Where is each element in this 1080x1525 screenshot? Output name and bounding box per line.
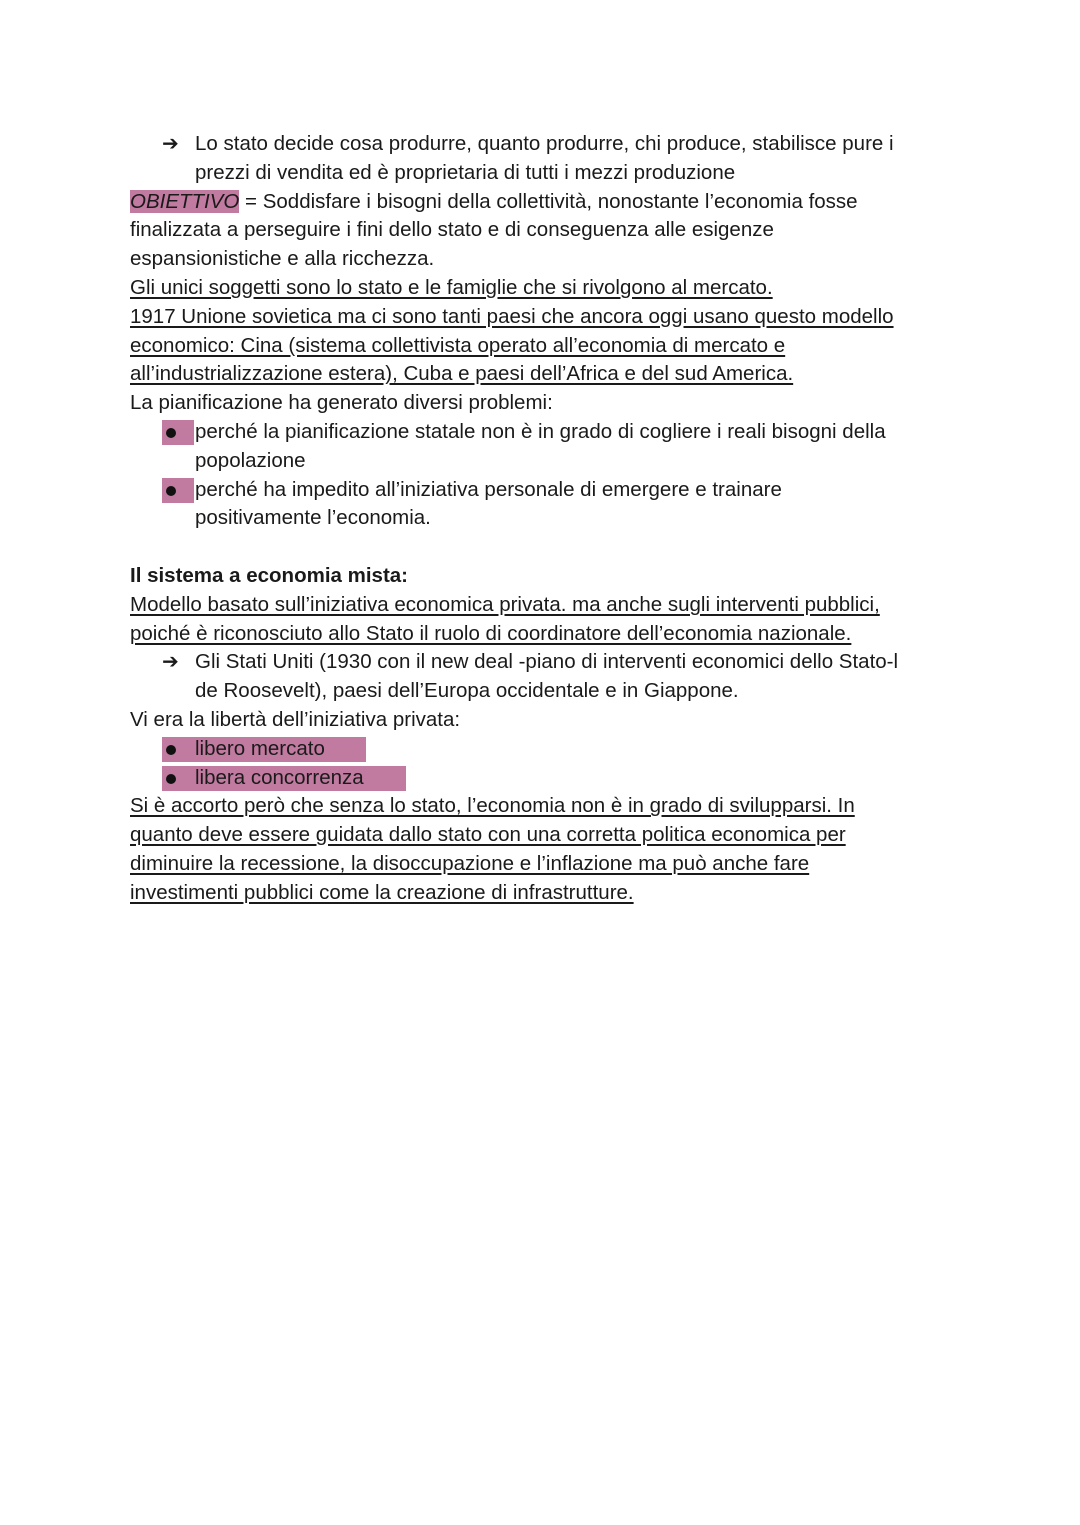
bullet-list-item xyxy=(130,476,960,534)
text-line: Gli Stati Uniti (1930 con il new deal -piano di interventi economici dello Stato-l xyxy=(195,650,899,674)
section-heading: Il sistema a economia mista: xyxy=(130,563,409,587)
bullet-icon xyxy=(166,486,176,496)
bullet-list-item xyxy=(130,764,960,793)
arrow-list-item xyxy=(130,648,960,706)
underlined-text: poiché è riconosciuto allo Stato il ruolo di coordinatore dell’economia nazionale. xyxy=(130,621,852,645)
document-page xyxy=(130,130,960,908)
text-line: libero mercato xyxy=(195,736,325,760)
underlined-text: quanto deve essere guidata dallo stato con una corretta politica economica per xyxy=(130,823,846,847)
bullet-icon xyxy=(166,774,176,784)
text-line: popolazione xyxy=(195,448,306,472)
text-line: de Roosevelt), paesi dell’Europa occidentale e in Giappone. xyxy=(195,679,739,703)
underlined-text: Si è accorto però che senza lo stato, l’economia non è in grado di svilupparsi. In xyxy=(130,794,855,818)
bullet-list-item xyxy=(130,735,960,764)
bullet-icon xyxy=(166,428,176,438)
arrow-icon: ➔ xyxy=(162,651,179,674)
text-line: Lo stato decide cosa produrre, quanto produrre, chi produce, stabilisce pure i xyxy=(195,132,894,155)
objective-label: OBIETTIVO xyxy=(130,189,240,213)
text-line: finalizzata a perseguire i fini dello stato e di conseguenza alle esigenze xyxy=(130,218,774,242)
spacer xyxy=(130,533,960,562)
freedom-intro: Vi era la libertà dell’iniziativa privata: xyxy=(130,707,461,731)
objective-line xyxy=(130,188,960,217)
text-line: perché la pianificazione statale non è in grado di cogliere i reali bisogni della xyxy=(195,419,886,443)
underlined-text: Gli unici soggetti sono lo stato e le famiglie che si rivolgono al mercato. xyxy=(130,275,773,299)
text-line: espansionistiche e alla ricchezza. xyxy=(130,247,435,271)
bullet-icon xyxy=(166,745,176,755)
problems-intro: La pianificazione ha generato diversi problemi: xyxy=(130,391,553,415)
arrow-icon: ➔ xyxy=(162,133,179,155)
underlined-text: Modello basato sull’iniziativa economica privata. ma anche sugli interventi pubblici, xyxy=(130,592,880,616)
text-line: libera concorrenza xyxy=(195,765,364,789)
underlined-text: economico: Cina (sistema collettivista operato all’economia di mercato e xyxy=(130,333,786,357)
text-line: prezzi di vendita ed è proprietaria di tutti i mezzi produzione xyxy=(195,160,736,184)
text-line: positivamente l’economia. xyxy=(195,506,431,530)
text-line: perché ha impedito all’iniziativa personale di emergere e trainare xyxy=(195,477,782,501)
arrow-list-item xyxy=(130,130,960,188)
bullet-list-item xyxy=(130,418,960,476)
underlined-text: all’industrializzazione estera), Cuba e paesi dell’Africa e del sud America. xyxy=(130,362,794,386)
underlined-text: 1917 Unione sovietica ma ci sono tanti paesi che ancora oggi usano questo modello xyxy=(130,304,894,328)
objective-text: = Soddisfare i bisogni della collettività, nonostante l’economia fosse xyxy=(239,189,858,213)
underlined-text: diminuire la recessione, la disoccupazione e l’inflazione ma può anche fare xyxy=(130,851,810,875)
underlined-text: investimenti pubblici come la creazione di infrastrutture. xyxy=(130,880,634,904)
